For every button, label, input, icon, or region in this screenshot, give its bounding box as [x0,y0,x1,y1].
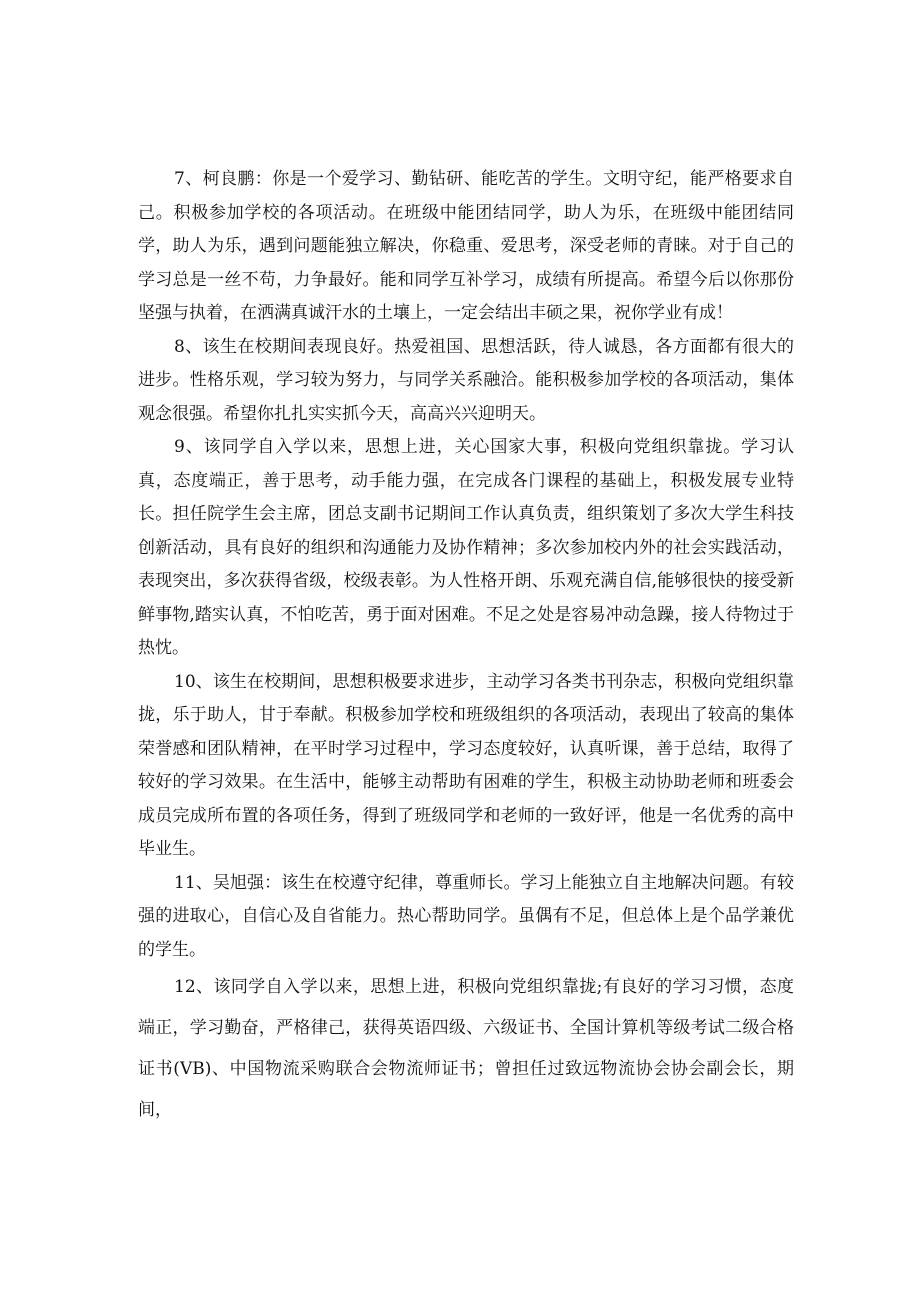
paragraph-7: 7、柯良鹏：你是一个爱学习、勤钻研、能吃苦的学生。文明守纪，能严格要求自己。积极参加学校的各项活动。在班级中能团结同学，助人为乐，在班级中能团结同学，助人为乐，遇到问题能独立解决，你稳重、爱思考，深受老师的青睐。对于自己的学习总是一丝不苟，力争最好。能和同学互补学习，成绩有所提高。希望今后以你那份坚强与执着，在洒满真诚汗水的土壤上，一定会结出丰硕之果，祝你学业有成！ [138,169,794,323]
paragraph-12: 12、该同学自入学以来，思想上进，积极向党组织靠拢;有良好的学习习惯，态度端正，学习勤奋，严格律己，获得英语四级、六级证书、全国计算机等级考试二级合格证书(VB)、中国物流采购联合会物流师证书；曾担任过致远物流协会协会副会长，期间， [138,977,794,1120]
document-body [138,163,794,1131]
paragraph-11: 11、吴旭强：该生在校遵守纪律，尊重师长。学习上能独立自主地解决问题。有较强的进取心，自信心及自省能力。热心帮助同学。虽偶有不足，但总体上是个品学兼优的学生。 [138,872,794,960]
paragraph-10: 10、该生在校期间，思想积极要求进步，主动学习各类书刊杂志，积极向党组织靠拢，乐于助人，甘于奉献。积极参加学校和班级组织的各项活动，表现出了较高的集体荣誉感和团队精神，在平时学习过程中，学习态度较好，认真听课，善于总结，取得了较好的学习效果。在生活中，能够主动帮助有困难的学生，积极主动协助老师和班委会成员完成所布置的各项任务，得到了班级同学和老师的一致好评，他是一名优秀的高中毕业生。 [138,671,794,859]
paragraph-9: 9、该同学自入学以来，思想上进，关心国家大事，积极向党组织靠拢。学习认真，态度端正，善于思考，动手能力强，在完成各门课程的基础上，积极发展专业特长。担任院学生会主席，团总支副书记期间工作认真负责，组织策划了多次大学生科技创新活动，具有良好的组织和沟通能力及协作精神；多次参加校内外的社会实践活动，表现突出，多次获得省级，校级表彰。为人性格开朗、乐观充满自信,能够很快的接受新鲜事物,踏实认真，不怕吃苦，勇于面对困难。不足之处是容易冲动急躁，接人待物过于热忱。 [138,437,794,658]
paragraph-8: 8、该生在校期间表现良好。热爱祖国、思想活跃，待人诚恳，各方面都有很大的进步。性格乐观，学习较为努力，与同学关系融洽。能积极参加学校的各项活动，集体观念很强。希望你扎扎实实抓今天，高高兴兴迎明天。 [138,336,794,424]
